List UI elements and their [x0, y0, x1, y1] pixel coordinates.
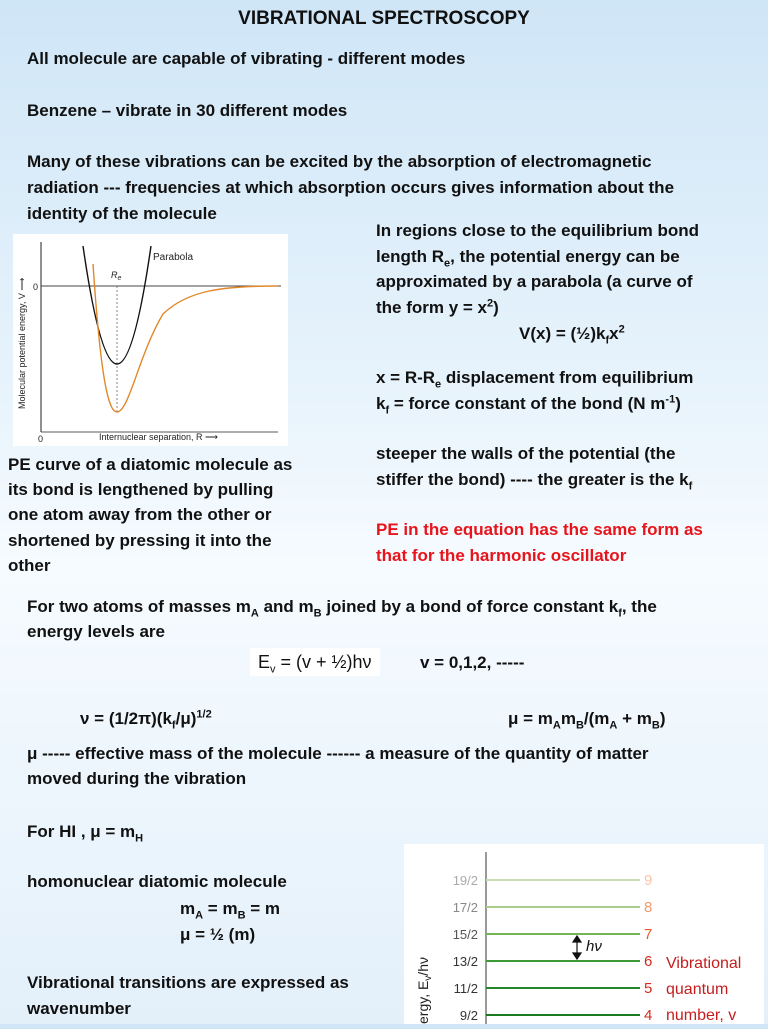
frequency-equation: $\nu = (1/2\pi)(k_f/\mu)^{1/2}$ — [80, 708, 212, 732]
energy-label-13-2: 13/2 — [452, 954, 478, 969]
quantum-number-7: 7 — [644, 926, 653, 943]
legend-line-1: Vibrational — [666, 955, 742, 972]
quantum-number-9: 9 — [644, 872, 653, 889]
parabola-label: Parabola — [153, 252, 194, 263]
kf-definition: $k_f$ = force constant of the bond (N $m^{-1}$) — [376, 393, 681, 417]
graph-ylabel: Molecular potential energy, V ⟶ — [17, 277, 27, 409]
mu-definition-2: moved during the vibration — [27, 769, 247, 788]
v-values: v = 0,1,2, ----- — [420, 653, 525, 672]
steep-text-1: steeper the walls of the potential (the — [376, 444, 676, 463]
reduced-mass-equation: $\mu = m_Am_B/(m_A + m_B)$ — [508, 709, 666, 732]
red-note-2: that for the harmonic oscillator — [376, 546, 627, 565]
homonuclear-label: homonuclear diatomic molecule — [27, 872, 287, 891]
intro-line-3b: radiation --- frequencies at which absorption occurs gives information about the — [27, 178, 675, 197]
quantum-number-5: 5 — [644, 980, 653, 997]
energy-label-9-2: 9/2 — [459, 1008, 478, 1023]
hi-example: For HI , $\mu = m_H$ — [27, 822, 144, 845]
page-title: VIBRATIONAL SPECTROSCOPY — [238, 8, 530, 29]
energy-label-17-2: 17/2 — [452, 900, 478, 915]
intro-line-2: Benzene – vibrate in 30 different modes — [27, 101, 348, 120]
pe-curve-svg — [13, 234, 288, 446]
intro-line-1: All molecule are capable of vibrating - different modes — [27, 49, 466, 68]
masses-line-2: energy levels are — [27, 622, 165, 641]
energy-label-11-2: 11/2 — [453, 981, 478, 996]
graph-zero-x: 0 — [38, 434, 44, 444]
legend-line-3: number, v — [666, 1007, 737, 1024]
transitions-line-2: wavenumber — [27, 999, 131, 1018]
quantum-number-4: 4 — [644, 1007, 653, 1024]
intro-line-3a: Many of these vibrations can be excited by the absorption of electromagnetic — [27, 152, 652, 171]
transitions-line-1: Vibrational transitions are expressed as — [27, 973, 349, 992]
right-text-2: length $R_e$, the potential energy can be — [376, 247, 680, 270]
hv-label: hν — [586, 938, 602, 955]
caption-line-2: its bond is lengthened by pulling — [8, 480, 274, 499]
right-text-1: In regions close to the equilibrium bond — [376, 221, 700, 240]
homonuclear-mu: μ = ½ (m) — [180, 925, 256, 944]
caption-line-3: one atom away from the other or — [8, 505, 272, 524]
energy-label-19-2: 19/2 — [452, 873, 478, 888]
energy-label-15-2: 15/2 — [452, 927, 478, 942]
x-definition: $x = R-R_e$ displacement from equilibrium — [376, 368, 694, 391]
homonuclear-masses: $m_A = m_B = m$ — [180, 899, 281, 922]
pe-curve-figure — [13, 234, 288, 446]
graph-xlabel: Internuclear separation, R ⟶ — [99, 432, 218, 442]
right-text-4: the form $y = x^2$) — [376, 297, 499, 317]
legend-line-2: quantum — [666, 981, 729, 998]
re-label: $R_e$ — [111, 270, 122, 282]
quantum-number-6: 6 — [644, 953, 653, 970]
mu-definition-1: μ ----- effective mass of the molecule ------ a measure of the quantity of matter — [27, 744, 649, 763]
graph-zero-y: 0 — [33, 282, 39, 292]
energy-level-svg — [404, 844, 764, 1024]
red-note-1: PE in the equation has the same form as — [376, 520, 703, 539]
quantum-number-8: 8 — [644, 899, 653, 916]
right-text-3: approximated by a parabola (a curve of — [376, 272, 693, 291]
harmonic-equation: $V(x) = (\frac{1}{2})k_fx^2$ — [519, 323, 625, 347]
masses-line-1: For two atoms of masses $m_A$ and $m_B$ joined by a bond of force constant $k_f$, the — [27, 597, 657, 620]
intro-line-3c: identity of the molecule — [27, 204, 217, 223]
energy-axis-label: ergy, $E_v/h\nu$ — [415, 957, 434, 1024]
caption-line-1: PE curve of a diatomic molecule as — [8, 455, 293, 474]
energy-levels-equation: $E_v = (v$ + ½)hν — [250, 648, 380, 676]
steep-text-2: stiffer the bond) ---- the greater is the $k_f$ — [376, 470, 693, 493]
caption-line-4: shortened by pressing it into the — [8, 531, 272, 550]
energy-level-figure — [404, 844, 764, 1024]
caption-line-5: other — [8, 556, 51, 575]
hv-arrow — [573, 936, 581, 959]
